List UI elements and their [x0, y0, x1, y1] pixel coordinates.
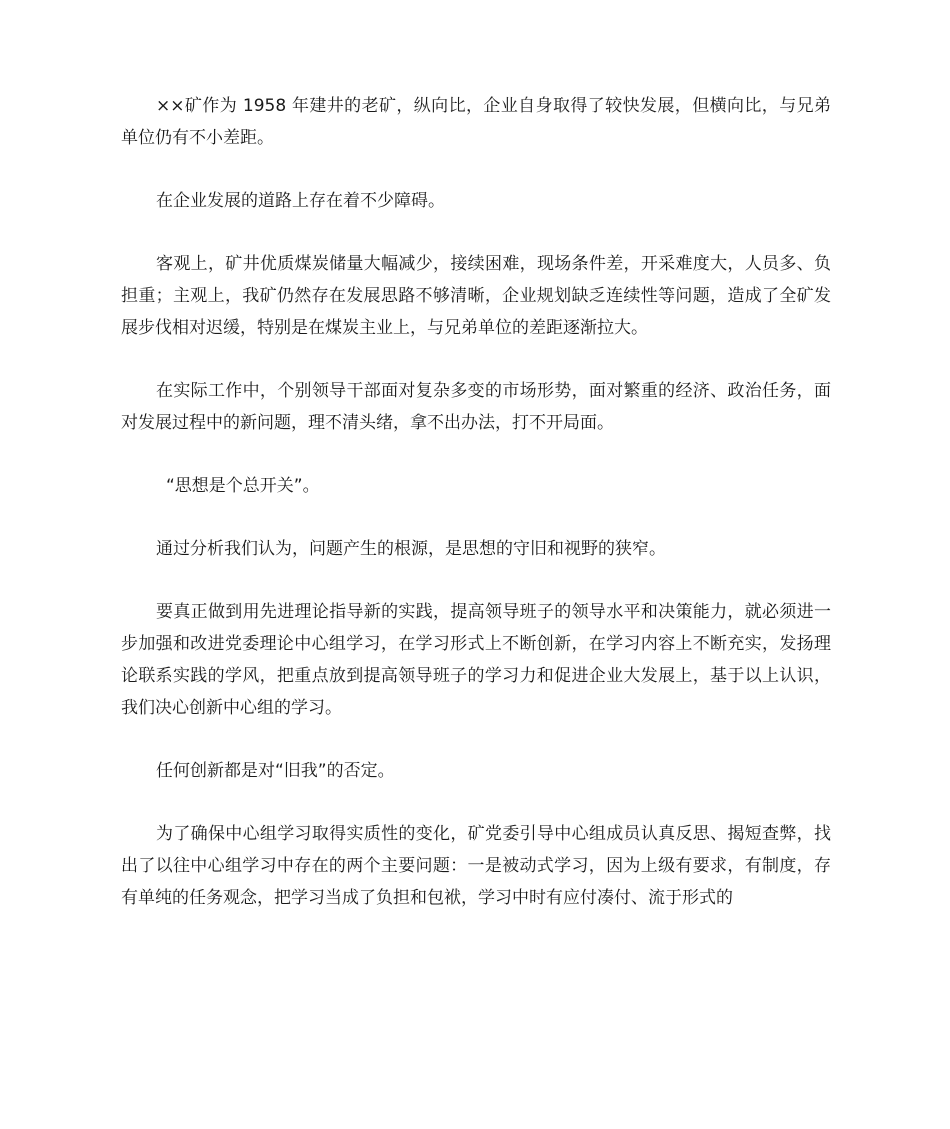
paragraph-6: 通过分析我们认为，问题产生的根源，是思想的守旧和视野的狭窄。 [156, 539, 666, 559]
paragraph-7: 要真正做到用先进理论指导新的实践，提高领导班子的领导水平和决策能力，就必须进一步加强和改进党委理论中心组学习，在学习形式上不断创新，在学习内容上不断充实，发扬理论联系实践的学风，把重点放到提高领导班子的学习力和促进企业大发展上，基于以上认识，我们决心创新中心组的学习。 [121, 602, 831, 718]
paragraph-8: 任何创新都是对“旧我”的否定。 [156, 761, 395, 781]
paragraph-9: 为了确保中心组学习取得实质性的变化，矿党委引导中心组成员认真反思、揭短查弊，找出了以往中心组学习中存在的两个主要问题：一是被动式学习，因为上级有要求，有制度，存有单纯的任务观念，把学习当成了负担和包袱，学习中时有应付凑付、流于形式的 [121, 824, 831, 908]
document-body [121, 90, 831, 945]
paragraph-3: 客观上，矿井优质煤炭储量大幅减少，接续困难，现场条件差，开采难度大，人员多、负担重；主观上，我矿仍然存在发展思路不够清晰，企业规划缺乏连续性等问题，造成了全矿发展步伐相对迟缓，特别是在煤炭主业上，与兄弟单位的差距逐渐拉大。 [121, 254, 831, 338]
paragraph-2: 在企业发展的道路上存在着不少障碍。 [156, 191, 445, 211]
paragraph-5: “思想是个总开关”。 [166, 476, 320, 496]
paragraph-1: ××矿作为 1958 年建井的老矿，纵向比，企业自身取得了较快发展，但横向比，与兄弟单位仍有不小差距。 [121, 96, 831, 148]
paragraph-4: 在实际工作中，个别领导干部面对复杂多变的市场形势，面对繁重的经济、政治任务，面对发展过程中的新问题，理不清头绪，拿不出办法，打不开局面。 [121, 381, 831, 433]
